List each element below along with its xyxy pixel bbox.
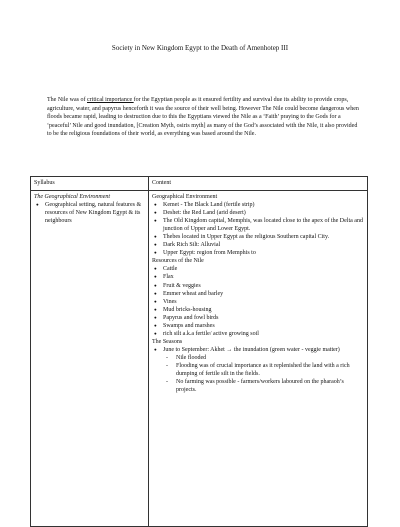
syllabus-point: ● Geographical setting, natural features & resources of New Kingdom Egypt & its neighbours bbox=[45, 201, 145, 225]
document-title: Society in New Kingdom Egypt to the Death of Amenhotep III bbox=[111, 44, 289, 52]
list-item: ● Swamps and marshes bbox=[163, 322, 364, 330]
table-row bbox=[31, 191, 368, 527]
intro-underlined-phrase: critical importance bbox=[87, 97, 134, 103]
resources-list bbox=[152, 265, 364, 337]
list-item: ● Thebes located in Upper Egypt as the religious Southern capital City. bbox=[163, 233, 364, 241]
seasons-list bbox=[152, 346, 364, 354]
list-item: ● Mud bricks-housing bbox=[163, 306, 364, 314]
list-item: ● Fruit & veggies bbox=[163, 282, 364, 290]
list-item: ● rich silt a.k.a fertile/ active growing soil bbox=[163, 330, 364, 338]
list-item: ● Vines bbox=[163, 298, 364, 306]
list-item: ● Upper Egypt: region from Memphis to bbox=[163, 249, 364, 257]
intro-text-start: The Nile was of bbox=[47, 97, 87, 103]
syllabus-cell bbox=[31, 191, 149, 527]
content-cell bbox=[149, 191, 368, 527]
list-item: ● Cattle bbox=[163, 265, 364, 273]
list-item: ● Kemet - The Black Land (fertile strip) bbox=[163, 201, 364, 209]
table-header-row bbox=[31, 177, 368, 191]
list-item: - Nile flooded bbox=[176, 354, 364, 362]
intro-paragraph bbox=[47, 96, 363, 139]
geo-heading: Geographical Environment bbox=[152, 194, 218, 200]
header-content: Content bbox=[149, 177, 368, 191]
header-syllabus: Syllabus bbox=[31, 177, 149, 191]
intro-text-rest: for the Egyptian people as it ensured fertility and survival due its ability to provide crops, agriculture, water, and papyrus henceforth it was the source of their well being. However The Nile could become dangerous when floods became rapid, leading to destruction due to this the Egyptians viewed the Nile as a ‘Faith’ praying to the Gods for a ‘peaceful’ Nile and good inundation, [Creation Myth, osiris myth] as many of the God’s associated with the Nile, it also provided to be the religious foundations of their world, as everything was based around the Nile. bbox=[47, 97, 359, 138]
list-item: ● June to September: Akhet → the inundation (green water - veggie matter) bbox=[163, 346, 364, 354]
syllabus-table bbox=[30, 176, 368, 527]
season-notes-list bbox=[152, 354, 364, 394]
syllabus-topic: The Geographical Environment bbox=[34, 194, 111, 200]
list-item: ● The Old Kingdom capital, Memphis, was located close to the apex of the Delta and junction of Upper and Lower Egypt. bbox=[163, 217, 364, 233]
geo-list bbox=[152, 201, 364, 257]
list-item: - Flooding was of crucial importance as it replenished the land with a rich dumping of fertile silt in the fields. bbox=[176, 362, 364, 378]
list-item: ● Dark Rich Silt: Alluvial bbox=[163, 241, 364, 249]
seasons-heading: The Seasons bbox=[152, 338, 183, 345]
list-item: ● Flax bbox=[163, 273, 364, 281]
syllabus-points bbox=[34, 201, 145, 225]
list-item: ● Deshet: the Red Land (arid desert) bbox=[163, 209, 364, 217]
resources-heading: Resources of the Nile bbox=[152, 258, 204, 265]
list-item: - No farming was possible - farmers/workers laboured on the pharaoh’s projects. bbox=[176, 378, 364, 394]
list-item: ● Papyrus and fowl birds bbox=[163, 314, 364, 322]
list-item: ● Emmer wheat and barley bbox=[163, 290, 364, 298]
